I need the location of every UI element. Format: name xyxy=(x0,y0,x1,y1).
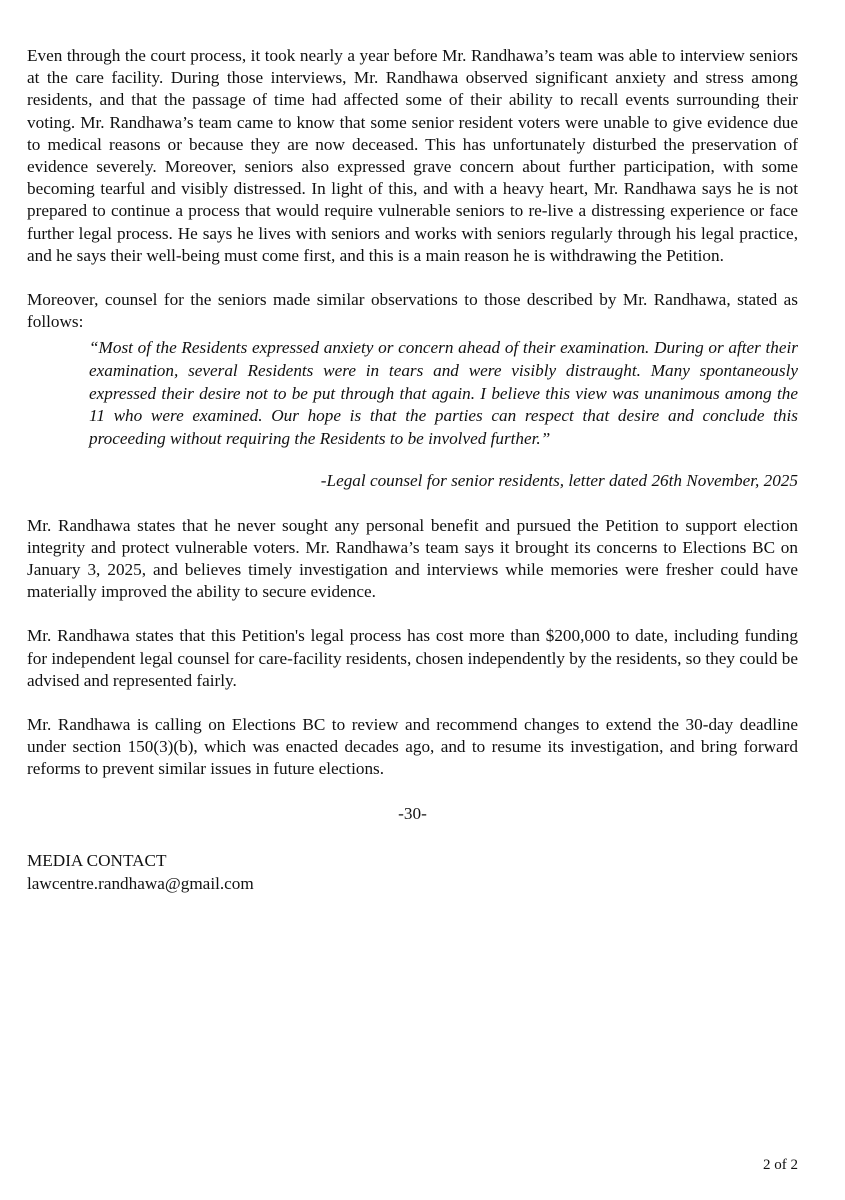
media-contact-heading: MEDIA CONTACT xyxy=(27,850,167,870)
paragraph-legal-cost: Mr. Randhawa states that this Petition's legal process has cost more than $200,000 to date, including funding for independent legal counsel for care-facility residents, chosen independently by the residents, so they could be advised and represented fairly. xyxy=(27,626,798,690)
quote-attribution: -Legal counsel for senior residents, letter dated 26th November, 2025 xyxy=(320,471,798,491)
counsel-quote: “Most of the Residents expressed anxiety or concern ahead of their examination. During or after their examination, several Residents were in tears and were visibly distraught. Many spontaneously expressed their desire not to be put through that again. I believe this view was unanimous among the 11 who were examined. Our hope is that the parties can respect that desire and conclude this proceeding without requiring the Residents to be involved further.” xyxy=(89,338,798,448)
paragraph-interviews: Even through the court process, it took nearly a year before Mr. Randhawa’s team was able to interview seniors at the care facility. During those interviews, Mr. Randhawa observed significant anxiety and stress among residents, and that the passage of time had affected some of their ability to recall events surrounding their voting. Mr. Randhawa’s team came to know that some senior resident voters were unable to give evidence due to medical reasons or because they are now deceased. This has unfortunately disturbed the preservation of evidence severely. Moreover, seniors also expressed grave concern about further participation, with some becoming tearful and visibly distressed. In light of this, and with a heavy heart, Mr. Randhawa says he is not prepared to continue a process that would require vulnerable seniors to re-live a distressing experience or face further legal process. He says he lives with seniors and works with seniors regularly through his legal practice, and he says their well-being must come first, and this is a main reason he is withdrawing the Petition. xyxy=(27,46,798,265)
media-contact-email: lawcentre.randhawa@gmail.com xyxy=(27,873,254,893)
paragraph-call-to-action: Mr. Randhawa is calling on Elections BC to review and recommend changes to extend the 30-day deadline under section 150(3)(b), which was enacted decades ago, and to resume its investigation, and bring forward reforms to prevent similar issues in future elections. xyxy=(27,715,798,779)
page-number: 2 of 2 xyxy=(763,1157,798,1173)
end-mark: -30- xyxy=(398,803,427,823)
press-release-page xyxy=(27,45,798,895)
paragraph-personal-benefit: Mr. Randhawa states that he never sought any personal benefit and pursued the Petition to support election integrity and protect vulnerable voters. Mr. Randhawa’s team says it brought its concerns to Elections BC on January 3, 2025, and believes timely investigation and interviews while memories were fresher could have materially improved the ability to secure evidence. xyxy=(27,515,798,602)
paragraph-counsel-intro: Moreover, counsel for the seniors made similar observations to those described by Mr. Randhawa, stated as follows: xyxy=(27,290,798,332)
